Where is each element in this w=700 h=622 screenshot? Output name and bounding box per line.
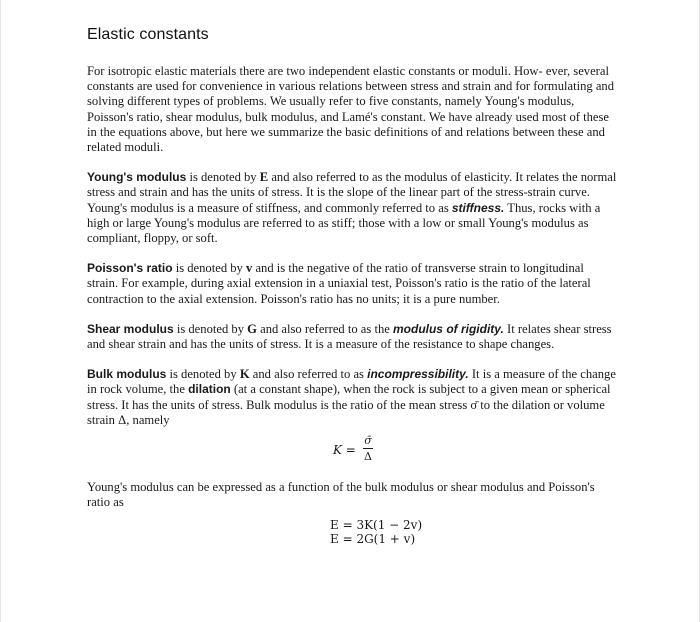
youngs-symbol: E bbox=[259, 170, 269, 185]
shear-text-3: It relates shear stress and shear strain and has the units of stress. It is a measure of the resistance to shape changes. bbox=[87, 321, 612, 352]
relation-paragraph: Young's modulus can be expressed as a function of the bulk modulus or shear modulus and Poisson's ratio as bbox=[87, 480, 595, 510]
youngs-text-3: Thus, rocks with a high or large Young's modulus are referred to as stiff; those with a low or small Young's modulus as compliant, floppy, or soft. bbox=[87, 200, 601, 246]
bulk-text-2: and also referred to as bbox=[249, 367, 368, 382]
youngs-modulus-paragraph bbox=[87, 170, 617, 246]
rigidity-term: modulus of rigidity. bbox=[392, 321, 504, 336]
poissons-ratio-paragraph bbox=[87, 261, 617, 307]
poissons-ratio-term: Poisson's ratio bbox=[87, 261, 173, 276]
bulk-modulus-term: Bulk modulus bbox=[87, 367, 167, 382]
youngs-relation-equations bbox=[330, 518, 617, 546]
shear-symbol: G bbox=[247, 321, 257, 336]
dilation-term: dilation bbox=[188, 382, 231, 397]
equation-fraction bbox=[363, 434, 373, 463]
bulk-modulus-equation bbox=[87, 434, 617, 468]
poisson-text-1: is denoted by bbox=[172, 261, 247, 276]
section-title: Elastic constants bbox=[87, 26, 209, 43]
shear-modulus-paragraph bbox=[87, 322, 617, 352]
bulk-text-4: (at a constant shape), when the rock is subject to a given mean or spherical stress. It has the units of stress. Bulk modulus is the ratio of the mean stress σ̄ to the dilation or volume strain Δ, namely bbox=[87, 382, 611, 427]
bulk-text-3: It is a measure of the change in rock volume, the bbox=[87, 367, 616, 397]
youngs-text-1: is denoted by bbox=[186, 170, 260, 185]
bulk-symbol: K bbox=[239, 367, 250, 382]
shear-modulus-term: Shear modulus bbox=[87, 321, 174, 336]
stiffness-term: stiffness. bbox=[451, 200, 505, 215]
document-content bbox=[87, 26, 617, 546]
fraction-numerator: σ̄ bbox=[364, 434, 372, 448]
intro-paragraph: For isotropic elastic materials there are two independent elastic constants or moduli. How- ever, several constants are used for convenience in various relations between stress and strain and for formulating and solving different types of problems. We usually refer to five constants, namely Young's modulus, Poisson's ratio, shear modulus, bulk modulus, and Lamé's constant. We have already used most of these in the equations above, but here we summarize the basic definitions of and relations between these and related moduli. bbox=[87, 64, 615, 155]
shear-text-1: is denoted by bbox=[173, 321, 248, 336]
youngs-modulus-term: Young's modulus bbox=[87, 170, 187, 185]
shear-text-2: and also referred to as the bbox=[256, 321, 393, 336]
poisson-symbol: v bbox=[246, 261, 253, 276]
poisson-text-2: and is the negative of the ratio of transverse strain to longitudinal strain. For example, during axial extension in a uniaxial test, Poisson's ratio is the ratio of the lateral contraction to the axial extension. Poisson's ratio has no units; it is a pure number. bbox=[87, 261, 591, 306]
fraction-bar bbox=[363, 448, 373, 449]
equation-line-1: E = 3K(1 − 2v) bbox=[330, 518, 423, 533]
incompressibility-term: incompressibility. bbox=[367, 367, 469, 382]
equation-line-2: E = 2G(1 + v) bbox=[330, 532, 416, 547]
equation-lhs: K = bbox=[333, 443, 356, 458]
youngs-text-2: and also referred to as the modulus of elasticity. It relates the normal stress and strain and has the units of stress. It is the slope of the linear part of the stress-strain curve. Young's modulus is a measure of stiffness, and commonly referred to as bbox=[87, 170, 617, 215]
bulk-text-1: is denoted by bbox=[166, 367, 240, 382]
bulk-modulus-paragraph bbox=[87, 367, 617, 428]
fraction-denominator: Δ bbox=[364, 450, 372, 464]
